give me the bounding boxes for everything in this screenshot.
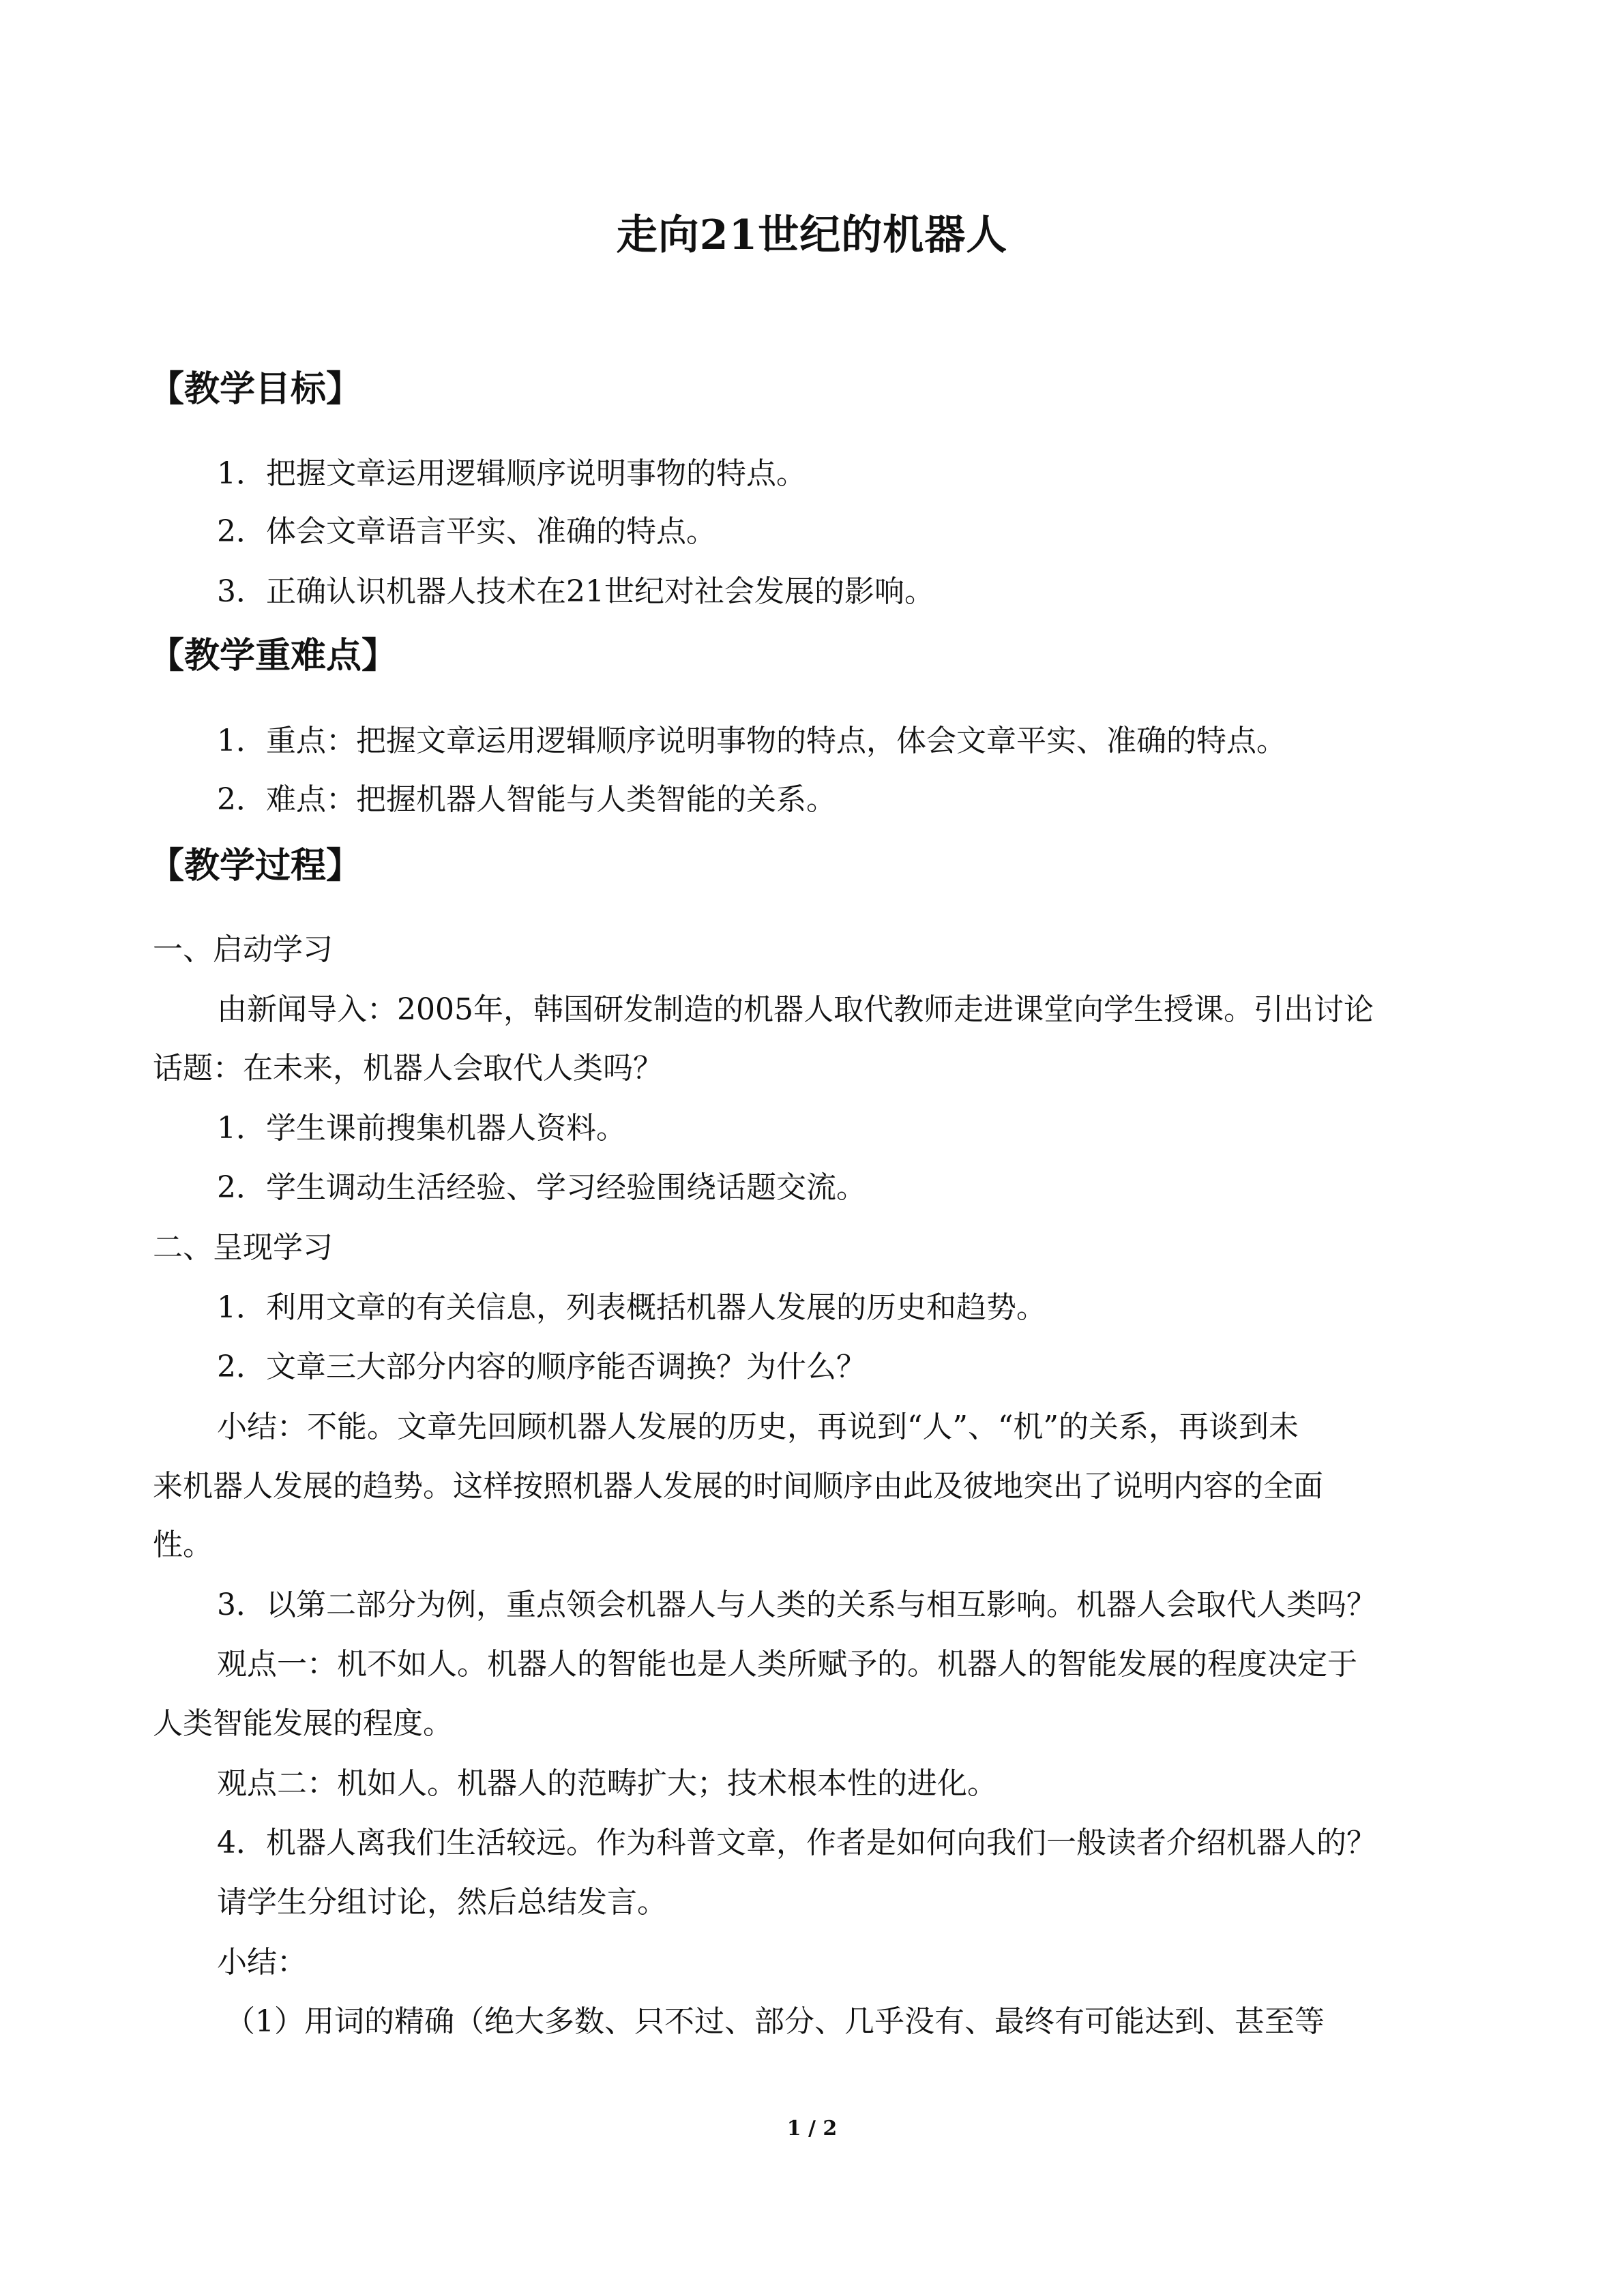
section-heading-process: 【教学过程】: [149, 845, 362, 886]
paragraph-line: 人类智能发展的程度。: [153, 1706, 453, 1741]
goal-item: 2．体会文章语言平实、准确的特点。: [217, 514, 716, 549]
key-point-item: 1．重点：把握文章运用逻辑顺序说明事物的特点，体会文章平实、准确的特点。: [217, 724, 1286, 758]
section-heading-key-points: 【教学重难点】: [149, 635, 398, 676]
list-item: 2．文章三大部分内容的顺序能否调换？为什么？: [217, 1350, 866, 1384]
paragraph-line: 性。: [153, 1527, 213, 1562]
list-item: 2．学生调动生活经验、学习经验围绕话题交流。: [217, 1170, 866, 1205]
paragraph-line: 由新闻导入：2005年，韩国研发制造的机器人取代教师走进课堂向学生授课。引出讨论: [217, 992, 1374, 1027]
paragraph-line: 观点一：机不如人。机器人的智能也是人类所赋予的。机器人的智能发展的程度决定于: [217, 1647, 1357, 1682]
list-item: 1．利用文章的有关信息，列表概括机器人发展的历史和趋势。: [217, 1290, 1046, 1325]
key-point-item: 2．难点：把握机器人智能与人类智能的关系。: [217, 782, 836, 817]
list-item: 4．机器人离我们生活较远。作为科普文章，作者是如何向我们一般读者介绍机器人的？: [217, 1825, 1376, 1860]
goal-item: 1．把握文章运用逻辑顺序说明事物的特点。: [217, 456, 806, 491]
process-part-title: 一、启动学习: [153, 932, 333, 967]
paragraph-line: 观点二：机如人。机器人的范畴扩大；技术根本性的进化。: [217, 1766, 997, 1801]
paragraph-line: 来机器人发展的趋势。这样按照机器人发展的时间顺序由此及彼地突出了说明内容的全面: [153, 1469, 1323, 1504]
page-number: 1 / 2: [786, 2117, 838, 2141]
section-heading-goals: 【教学目标】: [149, 368, 362, 410]
document-title: 走向21世纪的机器人: [616, 211, 1008, 259]
process-part-title: 二、呈现学习: [153, 1230, 333, 1265]
paragraph-line: （1）用词的精确（绝大多数、只不过、部分、几乎没有、最终有可能达到、甚至等: [225, 2004, 1325, 2039]
paragraph-line: 请学生分组讨论，然后总结发言。: [217, 1885, 667, 1920]
paragraph-line: 小结：不能。文章先回顾机器人发展的历史，再说到“人”、“机”的关系，再谈到未: [217, 1410, 1299, 1444]
paragraph-line: 小结：: [217, 1945, 307, 1980]
paragraph-line: 话题：在未来，机器人会取代人类吗？: [153, 1051, 663, 1086]
list-item: 3．以第二部分为例，重点领会机器人与人类的关系与相互影响。机器人会取代人类吗？: [217, 1587, 1376, 1622]
list-item: 1．学生课前搜集机器人资料。: [217, 1111, 626, 1146]
goal-item: 3．正确认识机器人技术在21世纪对社会发展的影响。: [217, 574, 934, 609]
